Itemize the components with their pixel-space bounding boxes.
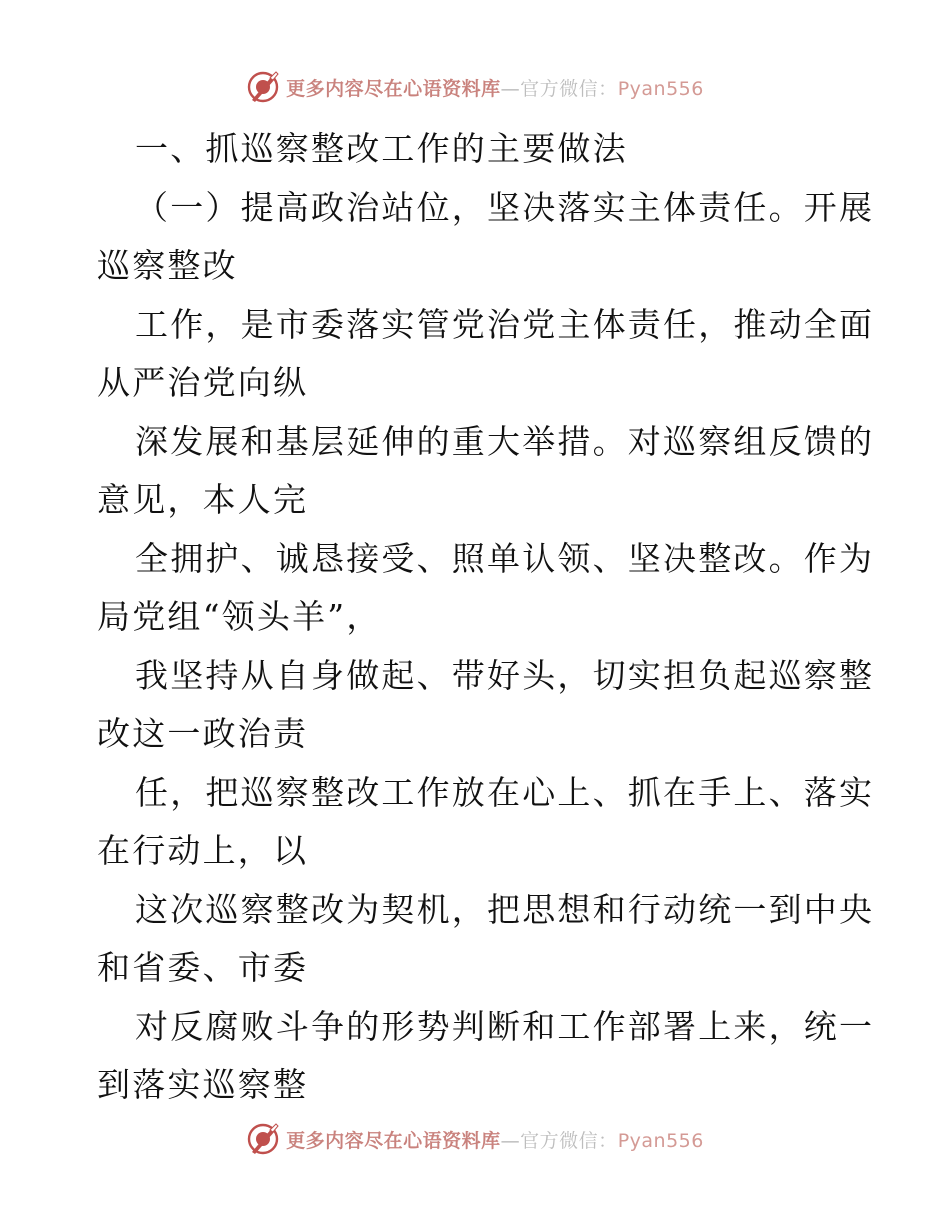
watermark-header <box>0 70 950 104</box>
text-line: 深发展和基层延伸的重大举措。对巡察组反馈的 <box>135 421 875 461</box>
watermark-wechat-label: 官方微信： <box>520 1129 618 1152</box>
text-line: 局党组“领头羊”， <box>97 597 382 636</box>
watermark-footer <box>0 1122 950 1156</box>
document-body <box>97 120 875 1115</box>
watermark-wechat-id: Pyan556 <box>617 1129 704 1152</box>
text-line: 在行动上，以 <box>97 831 309 870</box>
watermark-separator: — <box>500 77 521 100</box>
section-heading: 一、抓巡察整改工作的主要做法 <box>135 129 628 168</box>
text-line: 全拥护、诚恳接受、照单认领、坚决整改。作为 <box>135 538 875 578</box>
text-line: 到落实巡察整 <box>97 1065 309 1104</box>
text-line: 任，把巡察整改工作放在心上、抓在手上、落实 <box>135 772 875 812</box>
text-line: 和省委、市委 <box>97 948 309 987</box>
text-line: （一）提高政治站位，坚决落实主体责任。开展 <box>135 187 875 227</box>
text-line: 意见，本人完 <box>97 480 309 519</box>
text-line: 从严治党向纵 <box>97 363 309 402</box>
watermark-separator: — <box>500 1129 521 1152</box>
text-line: 这次巡察整改为契机，把思想和行动统一到中央 <box>135 889 875 929</box>
pen-logo-icon <box>246 70 280 104</box>
text-line: 我坚持从自身做起、带好头，切实担负起巡察整 <box>135 655 875 695</box>
watermark-wechat-label: 官方微信： <box>520 77 618 100</box>
text-line: 对反腐败斗争的形势判断和工作部署上来，统一 <box>135 1006 875 1046</box>
watermark-wechat-id: Pyan556 <box>617 77 704 100</box>
text-line: 巡察整改 <box>97 246 238 285</box>
watermark-text: 更多内容尽在心语资料库 <box>286 1129 501 1152</box>
pen-logo-icon <box>246 1122 280 1156</box>
text-line: 工作，是市委落实管党治党主体责任，推动全面 <box>135 304 875 344</box>
watermark-text: 更多内容尽在心语资料库 <box>286 77 501 100</box>
text-line: 改这一政治责 <box>97 714 309 753</box>
